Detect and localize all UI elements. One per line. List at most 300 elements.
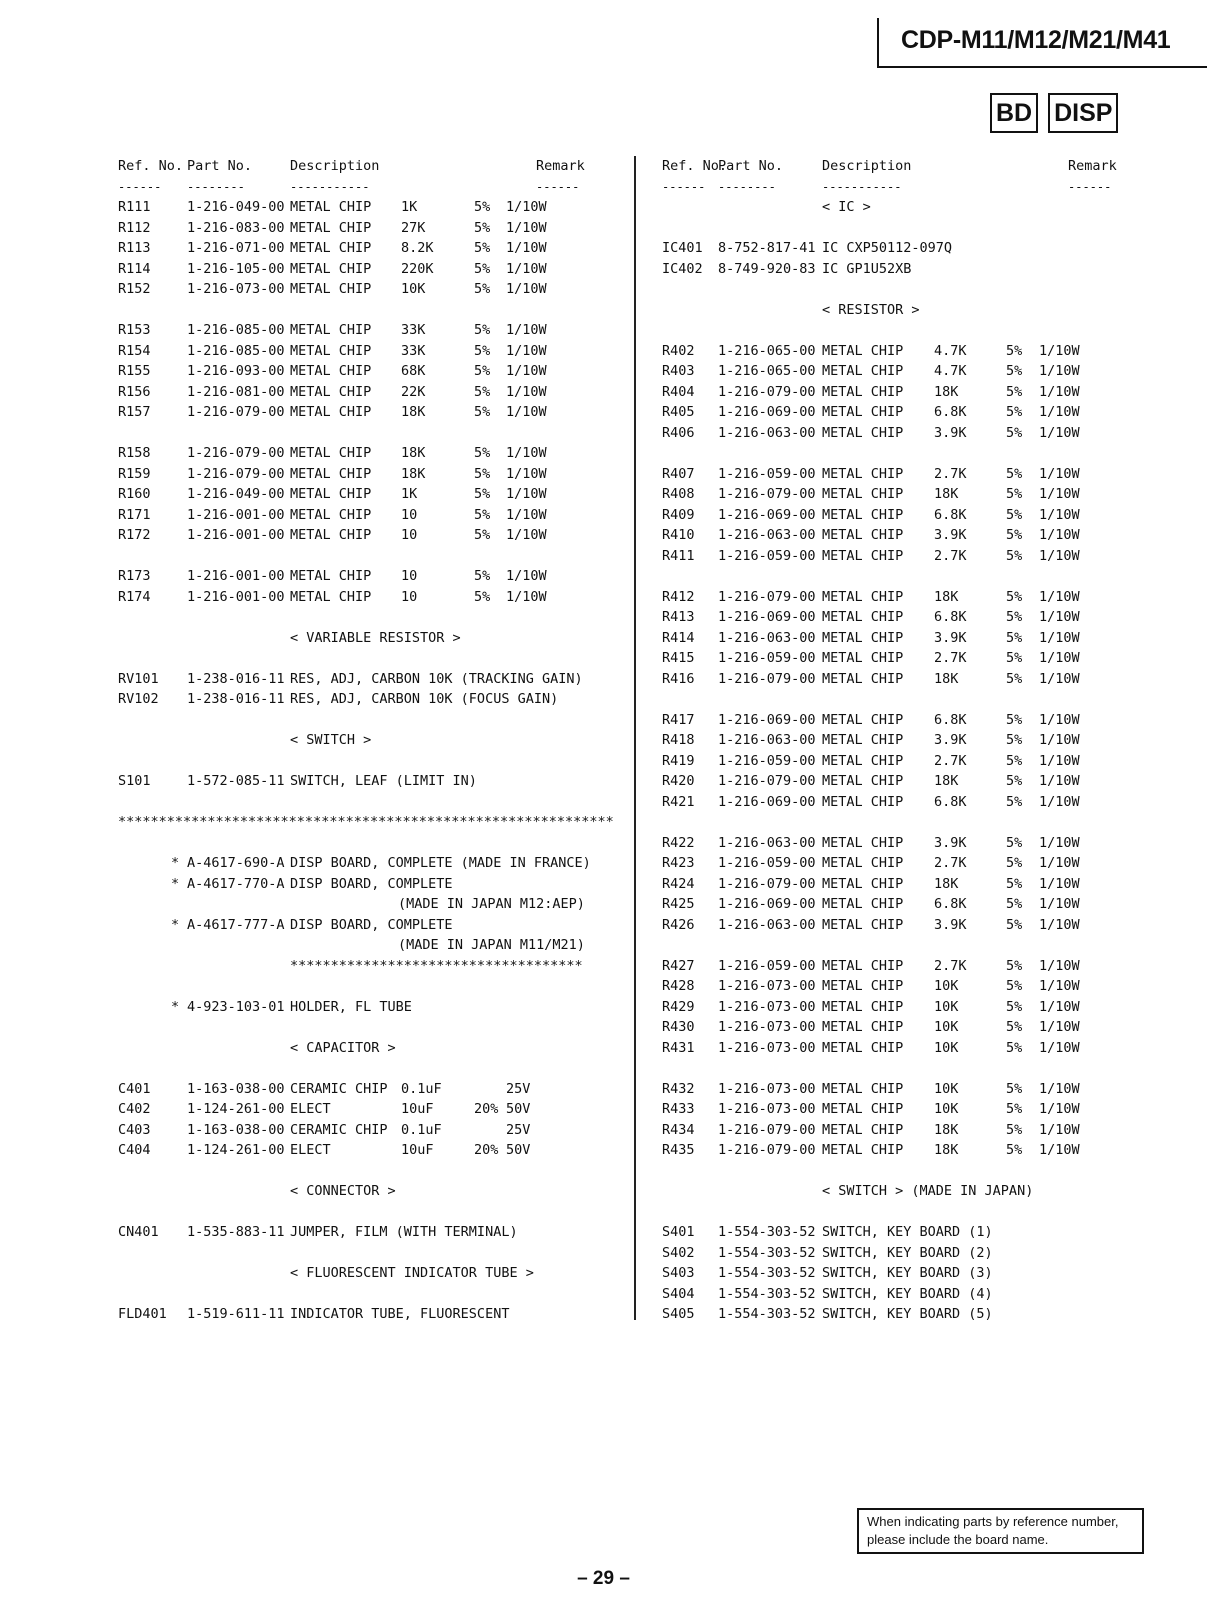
description: RES, ADJ, CARBON 10K (FOCUS GAIN) <box>290 691 559 707</box>
section-title: < RESISTOR > <box>822 301 920 318</box>
ref-number: C404 <box>118 1142 151 1158</box>
description: METAL CHIP <box>822 793 904 810</box>
ref-number: R173 <box>118 568 151 584</box>
ref-number: R428 <box>662 978 695 994</box>
description: METAL CHIP <box>822 1101 904 1117</box>
description: JUMPER, FILM (WITH TERMINAL) <box>290 1224 518 1240</box>
description: METAL CHIP <box>822 1121 904 1138</box>
description: METAL CHIP <box>290 199 372 215</box>
value: 4.7K <box>934 342 967 359</box>
description: SWITCH, KEY BOARD (2) <box>822 1244 993 1261</box>
dash-desc: ----------- <box>290 179 370 194</box>
tolerance: 5% <box>1006 793 1023 810</box>
spacer <box>118 976 618 997</box>
header-part-no: Part No. <box>187 158 253 174</box>
part-number: 1-216-049-00 <box>187 486 285 502</box>
column-divider <box>634 156 636 1320</box>
tolerance: 5% <box>1006 957 1023 974</box>
value: 10 <box>401 588 418 605</box>
description: CERAMIC CHIP <box>290 1121 388 1138</box>
tolerance: 5% <box>474 383 491 400</box>
spacer <box>118 607 618 628</box>
part-number: 1-216-001-00 <box>187 588 285 605</box>
section-heading <box>662 1181 1147 1202</box>
spacer <box>118 751 618 772</box>
table-row <box>662 853 1147 874</box>
part-number: 1-216-049-00 <box>187 199 285 215</box>
ref-number: R159 <box>118 465 151 482</box>
description-continuation <box>118 935 618 956</box>
tolerance: 5% <box>1006 424 1023 441</box>
part-number: 1-163-038-00 <box>187 1121 285 1138</box>
table-row <box>662 1222 1147 1243</box>
rating: 1/10W <box>506 199 547 215</box>
ref-number: S401 <box>662 1224 695 1240</box>
rating: 1/10W <box>506 363 547 379</box>
part-number: A-4617-770-A <box>187 875 285 892</box>
table-row <box>662 833 1147 854</box>
part-number: 1-216-069-00 <box>718 711 816 728</box>
description: METAL CHIP <box>822 732 904 748</box>
part-number: 1-124-261-00 <box>187 1101 285 1117</box>
section-title: < CONNECTOR > <box>290 1183 396 1199</box>
table-row <box>662 382 1147 403</box>
description: METAL CHIP <box>290 465 372 482</box>
table-row <box>662 874 1147 895</box>
part-number: 1-216-079-00 <box>718 1121 816 1138</box>
ref-number: R154 <box>118 342 151 359</box>
dash-remark: ------ <box>1068 179 1112 194</box>
tolerance: 5% <box>474 465 491 482</box>
description: METAL CHIP <box>290 281 372 297</box>
value: 10uF <box>401 1101 434 1117</box>
part-number: 1-216-063-00 <box>718 629 816 646</box>
part-number: 1-216-105-00 <box>187 260 285 277</box>
description: DISP BOARD, COMPLETE <box>290 916 453 933</box>
part-number: 1-163-038-00 <box>187 1080 285 1097</box>
value: 18K <box>934 486 959 502</box>
rating: 1/10W <box>1039 547 1080 564</box>
description: METAL CHIP <box>290 486 372 502</box>
ref-number: R155 <box>118 363 151 379</box>
section-title: < VARIABLE RESISTOR > <box>290 629 461 646</box>
description: METAL CHIP <box>822 486 904 502</box>
rating: 1/10W <box>506 219 547 236</box>
tolerance: 5% <box>474 486 491 502</box>
section-heading <box>118 628 618 649</box>
description: RES, ADJ, CARBON 10K (TRACKING GAIN) <box>290 670 583 687</box>
part-number: 1-554-303-52 <box>718 1306 816 1322</box>
table-row <box>662 1243 1147 1264</box>
table-row <box>662 505 1147 526</box>
tolerance: 5% <box>1006 732 1023 748</box>
part-number: 1-519-611-11 <box>187 1306 285 1322</box>
part-number: 1-216-059-00 <box>718 855 816 871</box>
description: METAL CHIP <box>822 896 904 912</box>
description: IC GP1U52XB <box>822 260 912 277</box>
table-row <box>662 546 1147 567</box>
table-row <box>662 730 1147 751</box>
tolerance: 5% <box>1006 670 1023 687</box>
tolerance: 5% <box>1006 875 1023 892</box>
part-number: 1-216-001-00 <box>187 568 285 584</box>
ref-number: R409 <box>662 506 695 523</box>
part-number: 1-554-303-52 <box>718 1285 816 1302</box>
table-row <box>118 341 618 362</box>
part-number: 1-216-079-00 <box>718 383 816 400</box>
part-number: A-4617-777-A <box>187 916 285 933</box>
table-row <box>662 976 1147 997</box>
tolerance: 5% <box>1006 547 1023 564</box>
spacer <box>118 792 618 813</box>
description: METAL CHIP <box>822 465 904 482</box>
rating: 1/10W <box>1039 957 1080 974</box>
table-row <box>662 259 1147 280</box>
table-row <box>118 874 618 895</box>
part-number: 1-554-303-52 <box>718 1224 816 1240</box>
value: 10K <box>401 281 426 297</box>
rating: 1/10W <box>506 568 547 584</box>
part-number: 1-216-059-00 <box>718 752 816 769</box>
part-number: A-4617-690-A <box>187 855 285 871</box>
board-name-note: When indicating parts by reference number, please include the board name. <box>857 1508 1144 1554</box>
spacer <box>118 1243 618 1264</box>
tolerance: 20% <box>474 1142 499 1158</box>
tolerance: 5% <box>1006 506 1023 523</box>
part-number: 1-216-093-00 <box>187 363 285 379</box>
ref-number: R410 <box>662 527 695 543</box>
ref-number: R423 <box>662 855 695 871</box>
rating: 1/10W <box>1039 527 1080 543</box>
ref-number: S101 <box>118 773 151 789</box>
rating: 1/10W <box>1039 670 1080 687</box>
ref-number: R429 <box>662 998 695 1015</box>
description: METAL CHIP <box>290 445 372 461</box>
part-number: 1-216-073-00 <box>718 1080 816 1097</box>
part-number: 1-216-079-00 <box>718 670 816 687</box>
spacer <box>662 320 1147 341</box>
value: 1K <box>401 199 418 215</box>
ref-number: R425 <box>662 896 695 912</box>
rating: 1/10W <box>1039 711 1080 728</box>
ref-number: R152 <box>118 281 151 297</box>
rating: 1/10W <box>506 240 547 256</box>
part-number: 1-216-079-00 <box>718 1142 816 1158</box>
description: INDICATOR TUBE, FLUORESCENT <box>290 1306 510 1322</box>
tolerance: 5% <box>1006 383 1023 400</box>
description: DISP BOARD, COMPLETE (MADE IN FRANCE) <box>290 855 591 871</box>
description: METAL CHIP <box>822 711 904 728</box>
spacer <box>662 1161 1147 1182</box>
ref-number: R415 <box>662 650 695 666</box>
part-number: 1-216-069-00 <box>718 896 816 912</box>
ref-number: S405 <box>662 1306 695 1322</box>
value: 3.9K <box>934 732 967 748</box>
spacer <box>662 279 1147 300</box>
tolerance: 5% <box>1006 998 1023 1015</box>
part-number: 8-749-920-83 <box>718 260 816 277</box>
table-row <box>662 361 1147 382</box>
tolerance: 5% <box>1006 588 1023 605</box>
value: 0.1uF <box>401 1080 442 1097</box>
rating: 1/10W <box>506 445 547 461</box>
description: METAL CHIP <box>822 629 904 646</box>
value: 3.9K <box>934 916 967 933</box>
page-number: – 29 – <box>577 1568 630 1589</box>
table-row <box>118 218 618 239</box>
spacer <box>118 1202 618 1223</box>
value: 18K <box>401 465 426 482</box>
description: METAL CHIP <box>290 383 372 400</box>
table-row <box>118 361 618 382</box>
tolerance: 5% <box>474 568 491 584</box>
part-number: 1-216-079-00 <box>187 465 285 482</box>
tolerance: 5% <box>1006 896 1023 912</box>
spacer <box>118 710 618 731</box>
ref-number: CN401 <box>118 1224 159 1240</box>
part-number: 1-216-079-00 <box>187 404 285 420</box>
rating: 1/10W <box>1039 383 1080 400</box>
tolerance: 5% <box>1006 363 1023 379</box>
rating: 1/10W <box>1039 773 1080 789</box>
part-number: 8-752-817-41 <box>718 240 816 256</box>
part-number: 1-554-303-52 <box>718 1265 816 1281</box>
ref-number: R160 <box>118 486 151 502</box>
ref-number: S403 <box>662 1265 695 1281</box>
ref-number: IC402 <box>662 260 703 277</box>
ref-number: R111 <box>118 199 151 215</box>
table-row <box>662 1017 1147 1038</box>
description: METAL CHIP <box>822 342 904 359</box>
ref-number: S404 <box>662 1285 695 1302</box>
rating: 1/10W <box>1039 896 1080 912</box>
ref-number: R114 <box>118 260 151 277</box>
part-number: 1-216-073-00 <box>718 998 816 1015</box>
description: METAL CHIP <box>822 506 904 523</box>
ref-number: R424 <box>662 875 695 892</box>
rating: 1/10W <box>1039 363 1080 379</box>
value: 18K <box>934 1142 959 1158</box>
part-number: 4-923-103-01 <box>187 998 285 1015</box>
rating: 1/10W <box>1039 1039 1080 1056</box>
value: 220K <box>401 260 434 277</box>
tolerance: 5% <box>1006 342 1023 359</box>
tolerance: 5% <box>1006 465 1023 482</box>
description: METAL CHIP <box>822 609 904 625</box>
table-row <box>118 566 618 587</box>
value: 10 <box>401 568 418 584</box>
ref-number: R407 <box>662 465 695 482</box>
board-mark: * <box>171 916 180 933</box>
ref-number: R408 <box>662 486 695 502</box>
table-row <box>662 997 1147 1018</box>
spacer <box>118 833 618 854</box>
parts-list-right <box>662 156 1147 1325</box>
table-row <box>118 1079 618 1100</box>
value: 2.7K <box>934 465 967 482</box>
spacer <box>118 1058 618 1079</box>
section-title: < FLUORESCENT INDICATOR TUBE > <box>290 1265 534 1281</box>
table-row <box>662 464 1147 485</box>
table-row <box>118 320 618 341</box>
table-row <box>118 1222 618 1243</box>
dash-remark: ------ <box>536 179 580 194</box>
rating: 1/10W <box>1039 1142 1080 1158</box>
ref-number: R427 <box>662 957 695 974</box>
ref-number: R430 <box>662 1019 695 1035</box>
table-row <box>118 853 618 874</box>
table-row <box>662 915 1147 936</box>
ref-number: R434 <box>662 1121 695 1138</box>
table-row <box>118 525 618 546</box>
spacer <box>662 566 1147 587</box>
tolerance: 5% <box>1006 1039 1023 1056</box>
header-ref-no: Ref. No. <box>118 158 184 174</box>
part-number: 1-216-069-00 <box>718 506 816 523</box>
table-row <box>662 956 1147 977</box>
ref-number: R157 <box>118 404 151 420</box>
tolerance: 5% <box>474 342 491 359</box>
spacer <box>118 648 618 669</box>
rating: 1/10W <box>506 281 547 297</box>
rating: 1/10W <box>1039 609 1080 625</box>
spacer <box>118 300 618 321</box>
rating: 1/10W <box>1039 752 1080 769</box>
description: METAL CHIP <box>290 527 372 543</box>
table-row <box>118 587 618 608</box>
rating: 1/10W <box>1039 650 1080 666</box>
rating: 1/10W <box>1039 404 1080 420</box>
spacer <box>118 546 618 567</box>
description: METAL CHIP <box>822 834 904 851</box>
separator-row <box>118 812 618 833</box>
part-number: 1-535-883-11 <box>187 1224 285 1240</box>
part-number: 1-216-059-00 <box>718 465 816 482</box>
value: 68K <box>401 363 426 379</box>
header-underline <box>662 177 1147 198</box>
column-headers <box>118 156 618 177</box>
description: METAL CHIP <box>822 588 904 605</box>
ref-number: IC401 <box>662 240 703 256</box>
part-number: 1-216-073-00 <box>718 1039 816 1056</box>
ref-number: R402 <box>662 342 695 359</box>
ref-number: S402 <box>662 1244 695 1261</box>
part-number: 1-216-079-00 <box>718 773 816 789</box>
rating: 50V <box>506 1142 531 1158</box>
tolerance: 5% <box>1006 1142 1023 1158</box>
header-remark: Remark <box>1068 158 1117 174</box>
description: METAL CHIP <box>822 1080 904 1097</box>
value: 6.8K <box>934 711 967 728</box>
board-mark: * <box>171 998 180 1015</box>
part-number: 1-216-079-00 <box>718 486 816 502</box>
value: 10uF <box>401 1142 434 1158</box>
tolerance: 5% <box>474 322 491 338</box>
table-row <box>662 648 1147 669</box>
table-row <box>118 197 618 218</box>
spacer <box>662 689 1147 710</box>
header-description: Description <box>290 158 380 174</box>
ref-number: RV102 <box>118 691 159 707</box>
ref-number: R172 <box>118 527 151 543</box>
rating: 1/10W <box>1039 916 1080 933</box>
value: 18K <box>934 383 959 400</box>
section-heading <box>662 300 1147 321</box>
description: METAL CHIP <box>290 506 372 523</box>
board-mark: * <box>171 855 180 871</box>
value: 10 <box>401 506 418 523</box>
part-number: 1-124-261-00 <box>187 1142 285 1158</box>
board-tag-bd: BD <box>990 93 1038 133</box>
description: SWITCH, KEY BOARD (4) <box>822 1285 993 1302</box>
spacer <box>662 218 1147 239</box>
value: 3.9K <box>934 834 967 851</box>
value: 18K <box>934 1121 959 1138</box>
section-heading <box>118 1263 618 1284</box>
part-number: 1-216-063-00 <box>718 834 816 851</box>
rating: 1/10W <box>506 342 547 359</box>
table-row <box>118 484 618 505</box>
tolerance: 5% <box>1006 1101 1023 1117</box>
part-number: 1-216-085-00 <box>187 322 285 338</box>
ref-number: R403 <box>662 363 695 379</box>
part-number: 1-216-073-00 <box>187 281 285 297</box>
table-row <box>118 279 618 300</box>
table-row <box>662 710 1147 731</box>
dash-part: -------- <box>187 179 245 194</box>
value: 6.8K <box>934 793 967 810</box>
part-number: 1-216-069-00 <box>718 793 816 810</box>
value: 10 <box>401 527 418 543</box>
description: METAL CHIP <box>822 363 904 379</box>
rating: 1/10W <box>1039 732 1080 748</box>
part-number: 1-216-063-00 <box>718 916 816 933</box>
table-row <box>662 1038 1147 1059</box>
ref-number: R431 <box>662 1039 695 1056</box>
value: 2.7K <box>934 957 967 974</box>
value: 3.9K <box>934 629 967 646</box>
rating: 1/10W <box>1039 793 1080 810</box>
tolerance: 5% <box>474 199 491 215</box>
part-number: 1-216-063-00 <box>718 424 816 441</box>
spacer <box>662 1202 1147 1223</box>
description: METAL CHIP <box>822 650 904 666</box>
part-number: 1-216-073-00 <box>718 1101 816 1117</box>
part-number: 1-216-063-00 <box>718 732 816 748</box>
rating: 1/10W <box>1039 1121 1080 1138</box>
value: 10K <box>934 998 959 1015</box>
ref-number: R435 <box>662 1142 695 1158</box>
description: METAL CHIP <box>290 588 372 605</box>
tolerance: 5% <box>1006 855 1023 871</box>
tolerance: 5% <box>474 404 491 420</box>
column-headers <box>662 156 1147 177</box>
table-row <box>662 238 1147 259</box>
tolerance: 5% <box>1006 609 1023 625</box>
part-number: 1-216-069-00 <box>718 404 816 420</box>
ref-number: R432 <box>662 1080 695 1097</box>
table-row <box>118 402 618 423</box>
part-number: 1-572-085-11 <box>187 773 285 789</box>
ref-number: R414 <box>662 629 695 646</box>
value: 2.7K <box>934 650 967 666</box>
ref-number: R174 <box>118 588 151 605</box>
rating: 25V <box>506 1080 531 1097</box>
value: 22K <box>401 383 426 400</box>
section-title: < IC > <box>822 199 871 215</box>
ref-number: R426 <box>662 916 695 933</box>
rating: 1/10W <box>1039 1080 1080 1097</box>
